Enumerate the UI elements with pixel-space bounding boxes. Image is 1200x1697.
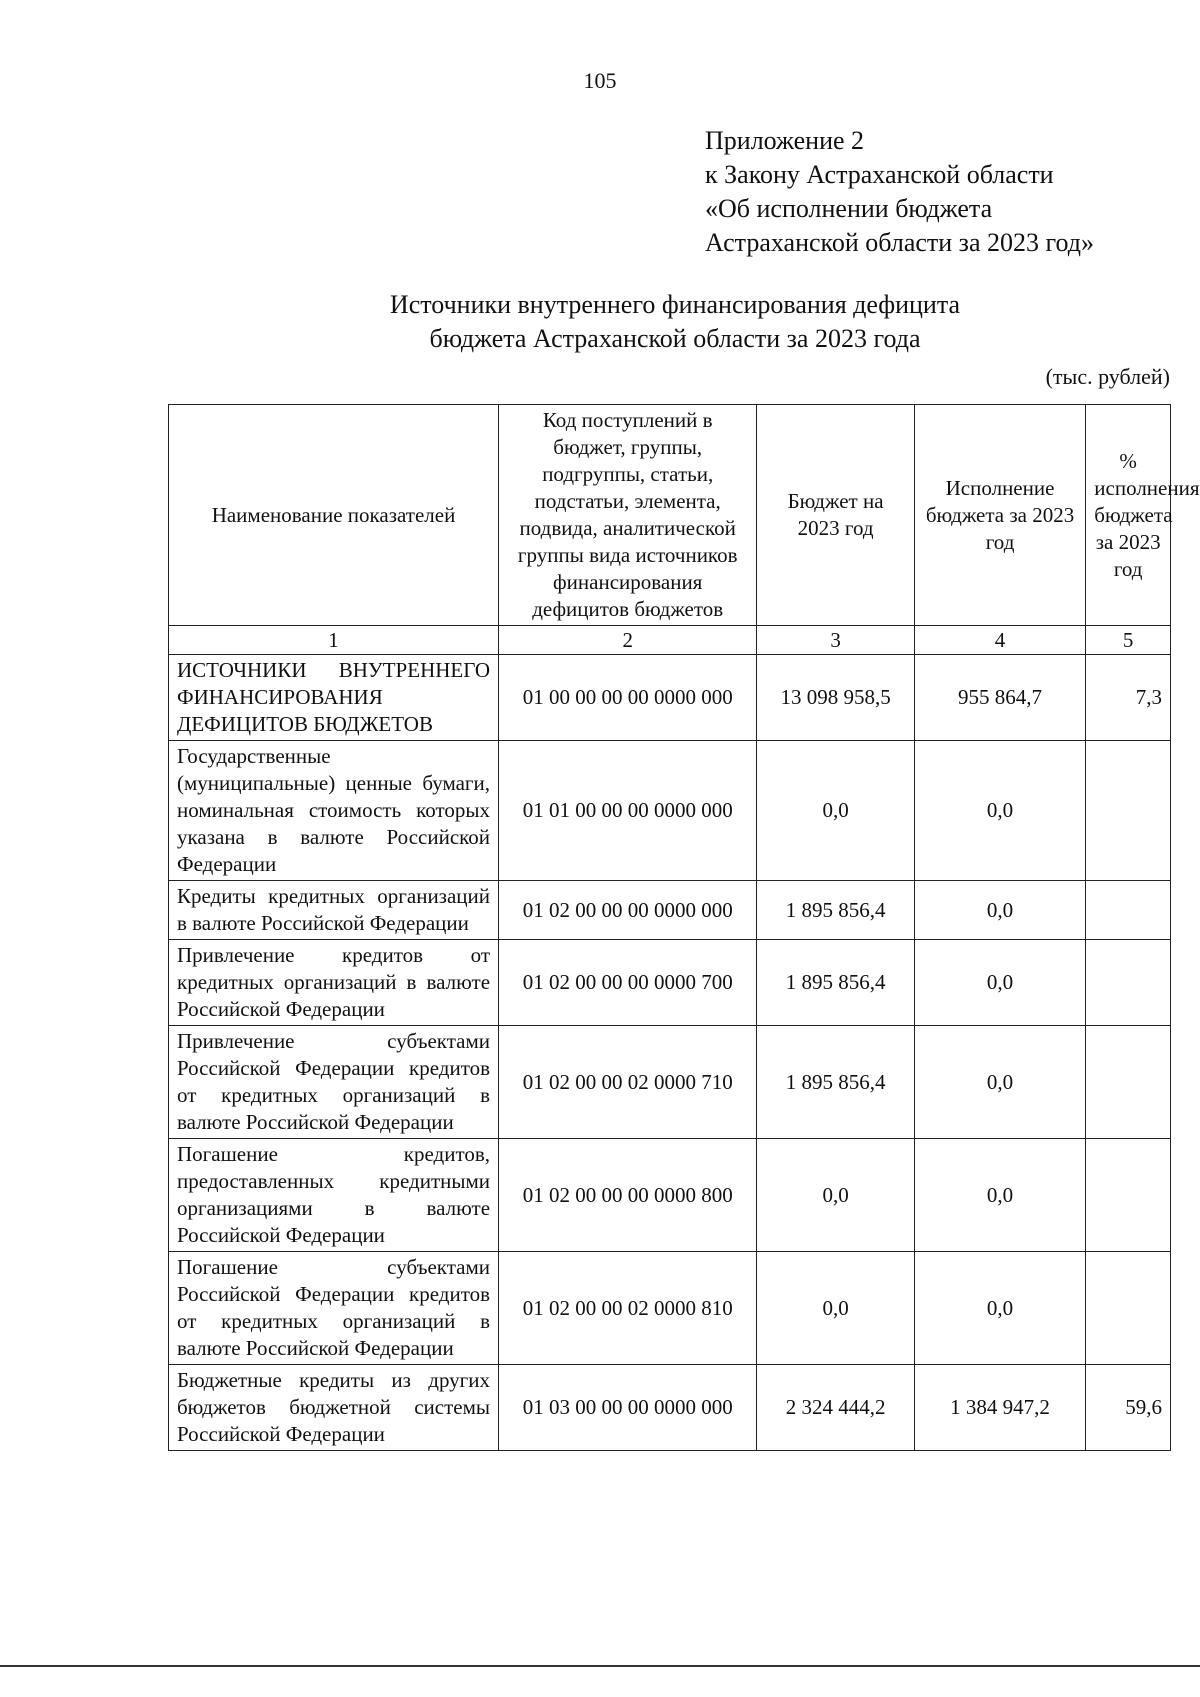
row-name: Бюджетные кредиты из других бюджетов бюджетной системы Российской Федерации [169,1365,499,1451]
appendix-line: Приложение 2 [705,126,865,155]
row-percent [1086,1139,1171,1252]
table-row [169,1026,1171,1139]
row-execution: 0,0 [914,940,1086,1026]
row-execution: 0,0 [914,741,1086,881]
column-number: 1 [169,626,499,655]
table-row [169,1139,1171,1252]
row-percent [1086,940,1171,1026]
header-execution: Исполнение бюджета за 2023 год [914,405,1086,626]
row-name: ИСТОЧНИКИ ВНУТРЕННЕГО ФИНАНСИРОВАНИЯ ДЕФИЦИТОВ БЮДЖЕТОВ [169,655,499,741]
row-code: 01 03 00 00 00 0000 000 [499,1365,757,1451]
row-budget: 0,0 [757,741,914,881]
table-header-row [169,405,1171,626]
column-number: 2 [499,626,757,655]
row-code: 01 02 00 00 00 0000 700 [499,940,757,1026]
row-code: 01 02 00 00 02 0000 810 [499,1252,757,1365]
page-number: 105 [583,68,617,93]
row-budget: 2 324 444,2 [757,1365,914,1451]
row-percent: 7,3 [1086,655,1171,741]
row-code: 01 02 00 00 00 0000 000 [499,881,757,940]
row-name: Погашение субъектами Российской Федерации кредитов от кредитных организаций в валюте Российской Федерации [169,1252,499,1365]
column-number-row [169,626,1171,655]
row-name: Кредиты кредитных организаций в валюте Российской Федерации [169,881,499,940]
row-name: Привлечение субъектами Российской Федерации кредитов от кредитных организаций в валюте Российской Федерации [169,1026,499,1139]
row-code: 01 02 00 00 00 0000 800 [499,1139,757,1252]
row-budget: 13 098 958,5 [757,655,914,741]
row-budget: 0,0 [757,1139,914,1252]
header-name: Наименование показателей [169,405,499,626]
table-row [169,1365,1171,1451]
row-percent: 59,6 [1086,1365,1171,1451]
row-budget: 1 895 856,4 [757,881,914,940]
footer-divider [0,1665,1200,1667]
row-code: 01 00 00 00 00 0000 000 [499,655,757,741]
column-number: 3 [757,626,914,655]
row-execution: 0,0 [914,881,1086,940]
appendix-heading [705,124,1094,260]
unit-note: (тыс. рублей) [1045,364,1170,389]
column-number: 5 [1086,626,1171,655]
appendix-line: «Об исполнении бюджета [705,194,993,223]
table-row [169,940,1171,1026]
header-budget: Бюджет на 2023 год [757,405,914,626]
row-name: Государственные (муниципальные) ценные бумаги, номинальная стоимость которых указана в валюте Российской Федерации [169,741,499,881]
row-execution: 0,0 [914,1252,1086,1365]
document-title [0,288,1200,356]
row-budget: 1 895 856,4 [757,1026,914,1139]
row-execution: 1 384 947,2 [914,1365,1086,1451]
table-row [169,1252,1171,1365]
row-name: Привлечение кредитов от кредитных организаций в валюте Российской Федерации [169,940,499,1026]
financing-sources-table [168,404,1200,1451]
table-row [169,655,1171,741]
table-row [169,741,1171,881]
row-percent [1086,741,1171,881]
title-line: Источники внутреннего финансирования дефицита [389,290,961,319]
row-name: Погашение кредитов, предоставленных кредитными организациями в валюте Российской Федерации [169,1139,499,1252]
row-code: 01 01 00 00 00 0000 000 [499,741,757,881]
row-code: 01 02 00 00 02 0000 710 [499,1026,757,1139]
row-execution: 0,0 [914,1026,1086,1139]
row-budget: 0,0 [757,1252,914,1365]
row-percent [1086,1026,1171,1139]
table-row [169,881,1171,940]
header-percent: % исполнения бюджета за 2023 год [1086,405,1171,626]
column-number: 4 [914,626,1086,655]
appendix-line: к Закону Астраханской области [705,160,1054,189]
appendix-line: Астраханской области за 2023 год» [705,228,1094,257]
row-budget: 1 895 856,4 [757,940,914,1026]
row-execution: 0,0 [914,1139,1086,1252]
row-percent [1086,1252,1171,1365]
title-line: бюджета Астраханской области за 2023 года [429,324,921,353]
row-percent [1086,881,1171,940]
header-code: Код поступлений в бюджет, группы, подгруппы, статьи, подстатьи, элемента, подвида, аналитической группы вида источников финансирования дефицитов бюджетов [499,405,757,626]
row-execution: 955 864,7 [914,655,1086,741]
